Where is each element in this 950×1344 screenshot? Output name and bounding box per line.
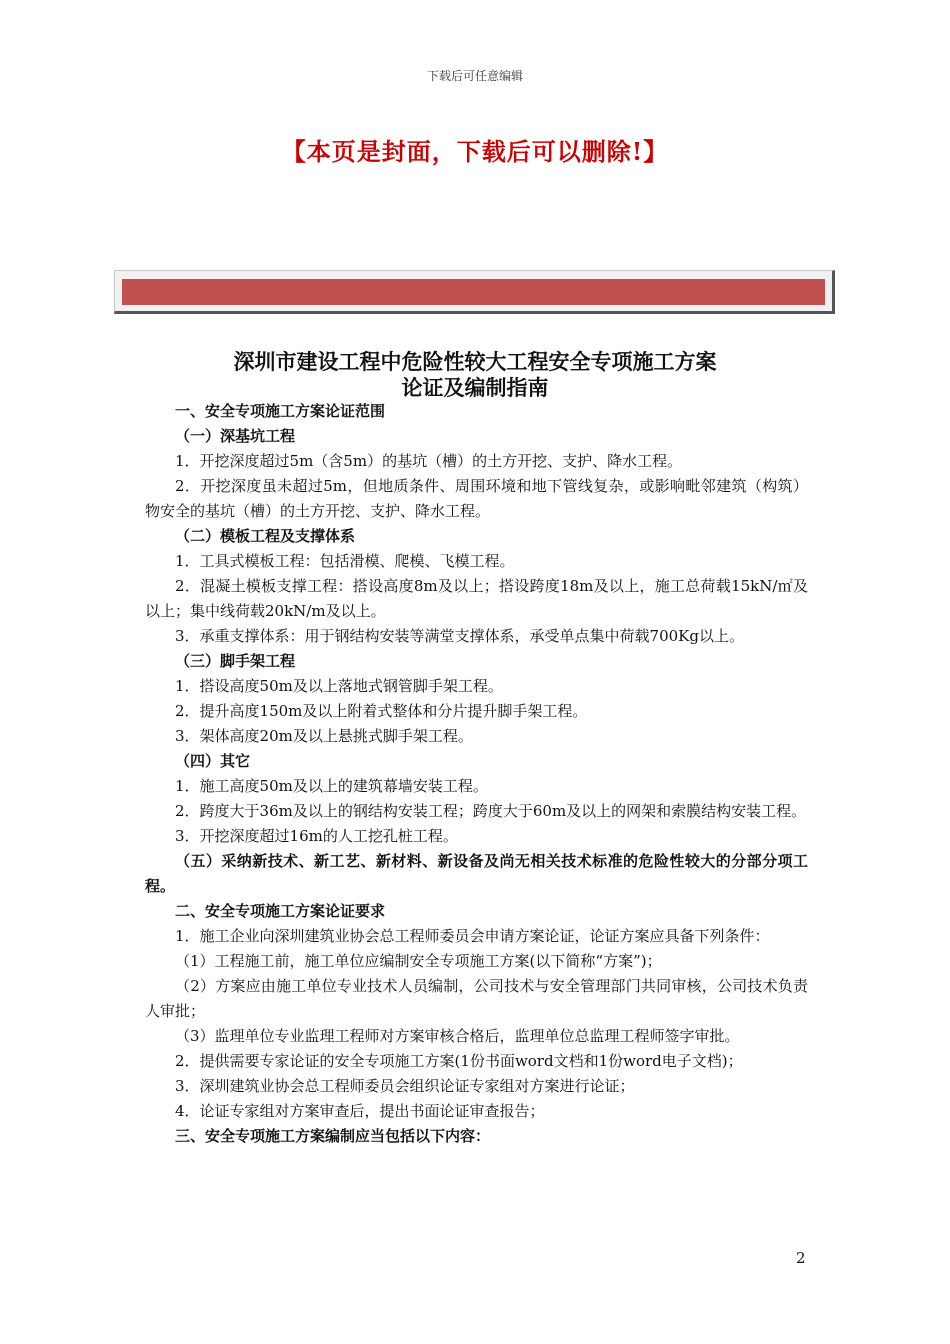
paragraph: 一、安全专项施工方案论证范围 [175,402,386,420]
paragraph: 1．施工高度50m及以上的建筑幕墙安装工程。 [175,777,488,795]
page-number: 2 [796,1249,806,1267]
document-body [145,399,808,1149]
paragraph: 2．混凝土模板支撑工程：搭设高度8m及以上；搭设跨度18m及以上，施工总荷载15kN/㎡及以上；集中线荷载20kN/m及以上。 [145,577,808,620]
paragraph: 2．跨度大于36m及以上的钢结构安装工程；跨度大于60m及以上的网架和索膜结构安装工程。 [175,802,807,820]
paragraph: 3．承重支撑体系：用于钢结构安装等满堂支撑体系，承受单点集中荷载700Kg以上。 [175,627,744,645]
paragraph: 1．施工企业向深圳建筑业协会总工程师委员会申请方案论证，论证方案应具备下列条件： [175,927,770,945]
paragraph: 2．提供需要专家论证的安全专项施工方案(1份书面word文档和1份word电子文档)； [175,1052,743,1070]
paragraph: （3）监理单位专业监理工程师对方案审核合格后，监理单位总监理工程师签字审批。 [175,1027,740,1045]
paragraph: （一）深基坑工程 [175,427,296,445]
paragraph: （1）工程施工前，施工单位应编制安全专项施工方案(以下简称“方案”)； [175,952,662,970]
paragraph: （四）其它 [175,752,251,770]
cover-notice: 【本页是封面，下载后可以删除!】 [281,137,669,166]
paragraph: 3．架体高度20m及以上悬挑式脚手架工程。 [175,727,473,745]
paragraph: （二）模板工程及支撑体系 [175,527,356,545]
paragraph: 三、安全专项施工方案编制应当包括以下内容： [175,1127,491,1145]
paragraph: 2．提升高度150m及以上附着式整体和分片提升脚手架工程。 [175,702,588,720]
header-note: 下载后可任意编辑 [426,69,523,83]
paragraph: 3．开挖深度超过16m的人工挖孔桩工程。 [175,827,458,845]
paragraph: 二、安全专项施工方案论证要求 [175,902,386,920]
paragraph: （三）脚手架工程 [175,652,296,670]
paragraph: （五）采纳新技术、新工艺、新材料、新设备及尚无相关技术标准的危险性较大的分部分项工程。 [145,852,808,895]
paragraph: 4．论证专家组对方案审查后，提出书面论证审查报告； [175,1102,545,1120]
paragraph: （2）方案应由施工单位专业技术人员编制，公司技术与安全管理部门共同审核，公司技术负责人审批； [145,977,808,1020]
paragraph: 3．深圳建筑业协会总工程师委员会组织论证专家组对方案进行论证； [175,1077,635,1095]
document-title-line2: 论证及编制指南 [401,375,549,400]
paragraph: 1．开挖深度超过5m（含5m）的基坑（槽）的土方开挖、支护、降水工程。 [175,452,683,470]
paragraph: 2．开挖深度虽未超过5m，但地质条件、周围环境和地下管线复杂，或影响毗邻建筑（构筑）物安全的基坑（槽）的土方开挖、支护、降水工程。 [145,477,808,520]
decorative-banner [114,270,835,314]
paragraph: 1．搭设高度50m及以上落地式钢管脚手架工程。 [175,677,503,695]
paragraph: 1．工具式模板工程：包括滑模、爬模、飞模工程。 [175,552,515,570]
banner-bar [122,279,825,305]
document-title-line1: 深圳市建设工程中危险性较大工程安全专项施工方案 [233,349,717,374]
